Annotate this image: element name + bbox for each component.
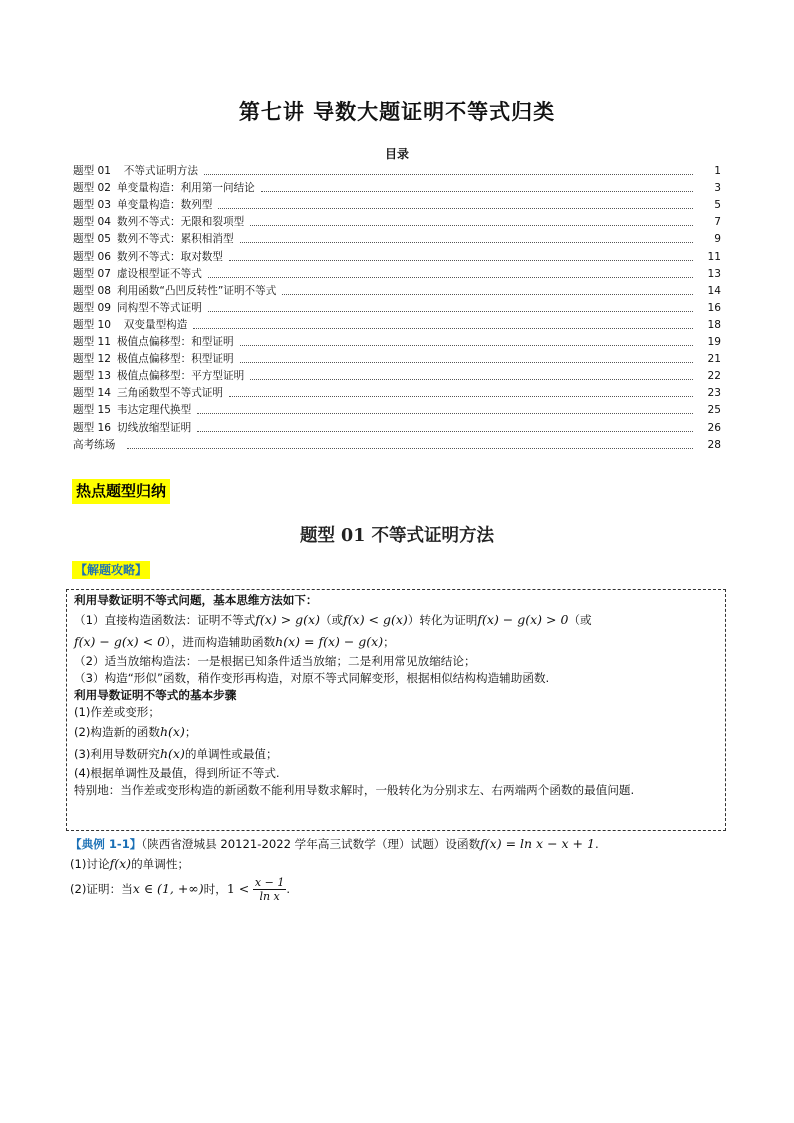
toc-entry-page: 19 (707, 336, 721, 349)
toc-entry-title: 三角函数型不等式证明 (117, 387, 223, 400)
toc-entry-number: 题型 05 (73, 233, 112, 246)
toc-dot-leader (229, 259, 693, 261)
toc-entry-page: 22 (707, 370, 721, 383)
toc-entry[interactable] (73, 195, 721, 212)
toc-entry-title: 极值点偏移型：积型证明 (117, 353, 234, 366)
toc-entry-page: 28 (707, 438, 721, 451)
box-line-1: （1）直接构造函数法：证明不等式f(x) > g(x)（或f(x) < g(x)）转化为证明f(x) − g(x) > 0（或 (74, 612, 592, 627)
box-line-4: （3）构造“形似”函数，稍作变形再构造，对原不等式同解变形，根据相似结构构造辅助函数. (74, 671, 550, 685)
toc-entry-page: 5 (714, 199, 721, 212)
toc-entry-number: 题型 13 (73, 370, 112, 383)
toc-entry-page: 21 (707, 353, 721, 366)
special-note: 特别地：当作差或变形构造的新函数不能利用导数求解时，一般转化为分别求左、右两端两个函数的最值问题. (74, 783, 635, 797)
toc-entry-page: 23 (707, 387, 721, 400)
toc-heading: 目录 (384, 147, 409, 161)
toc-dot-leader (193, 327, 693, 329)
toc-entry-page: 1 (714, 165, 721, 178)
toc-entry-title: 数列不等式：累积相消型 (117, 233, 234, 246)
example-stem: 【典例 1-1】（陕西省澄城县 20121-2022 学年高三试数学（理）试题）设函数f(x) = ln x − x + 1. (70, 836, 599, 851)
toc-entry-title: 数列不等式：取对数型 (117, 250, 223, 263)
toc-entry-title: 同构型不等式证明 (117, 301, 202, 314)
toc-dot-leader (282, 293, 693, 295)
toc-entry-title: 单变量构造：数列型 (117, 199, 213, 212)
section-title: 题型 01 不等式证明方法 (299, 526, 495, 546)
toc-dot-leader (240, 361, 693, 363)
toc-entry-number: 题型 16 (73, 421, 112, 434)
toc-entry-title: 双变量型构造 (117, 318, 188, 331)
toc-entry-number: 题型 03 (73, 199, 112, 212)
step-3: (3)利用导数研究h(x)的单调性或最值； (74, 746, 278, 761)
toc-entry-title: 不等式证明方法 (117, 165, 198, 178)
example-1-1 (70, 834, 730, 904)
strategy-label: 【解题攻略】 (72, 561, 150, 579)
toc-entry-number: 题型 06 (73, 250, 112, 263)
toc-entry[interactable] (73, 246, 721, 263)
toc-entry-title: 单变量构造：利用第一问结论 (117, 182, 255, 195)
toc-entry-page: 3 (714, 182, 721, 195)
toc-entry-page: 26 (707, 421, 721, 434)
toc-entry[interactable] (73, 161, 721, 178)
toc-entry-page: 14 (707, 284, 721, 297)
toc-entry-number: 题型 14 (73, 387, 112, 400)
step-4: (4)根据单调性及最值，得到所证不等式. (74, 766, 280, 780)
toc-entry[interactable] (73, 212, 721, 229)
toc-entry[interactable] (73, 332, 721, 349)
toc-entry-number: 题型 08 (73, 284, 112, 297)
toc-entry-number: 题型 15 (73, 404, 112, 417)
toc-entry-page: 13 (707, 267, 721, 280)
toc-dot-leader (250, 224, 693, 226)
step-1: (1)作差或变形； (74, 705, 160, 719)
section-badge: 热点题型归纳 (72, 479, 170, 504)
toc-entry-number: 题型 04 (73, 216, 112, 229)
toc-entry-number: 高考练场 (73, 438, 116, 451)
toc-dot-leader (127, 447, 693, 449)
example-question-2: (2)证明：当x ∈ (1, +∞)时，1 < $\frac{x - 1}{\text{ln x}}$ . (70, 876, 291, 903)
toc-dot-leader (197, 430, 693, 432)
toc-entry-number: 题型 01 (73, 165, 112, 178)
toc-entry[interactable] (73, 417, 721, 434)
toc-entry-page: 11 (707, 250, 721, 263)
toc-dot-leader (250, 378, 693, 380)
toc-entry-title: 韦达定理代换型 (117, 404, 192, 417)
toc-entry[interactable] (73, 400, 721, 417)
box-line-3: （2）适当放缩构造法：一是根据已知条件适当放缩；二是利用常见放缩结论； (74, 654, 476, 668)
toc-dot-leader (204, 173, 693, 175)
toc-entry[interactable] (73, 264, 721, 281)
toc-entry-page: 18 (707, 318, 721, 331)
fraction: $\frac{x - 1}{\text{ln x}}$ (254, 876, 285, 903)
toc-entry[interactable] (73, 349, 721, 366)
strategy-box (66, 589, 726, 831)
toc-dot-leader (208, 276, 693, 278)
toc-entry-number: 题型 10 (73, 318, 112, 331)
box-line-2: f(x) − g(x) < 0），进而构造辅助函数h(x) = f(x) − g(x)； (74, 634, 395, 649)
toc-entry-title: 数列不等式：无限和裂项型 (117, 216, 245, 229)
box-intro: 利用导数证明不等式问题，基本思维方法如下： (74, 593, 318, 607)
toc-entry[interactable] (73, 383, 721, 400)
toc-entry-number: 题型 02 (73, 182, 112, 195)
toc-dot-leader (229, 395, 693, 397)
toc-entry-title: 虚设根型证不等式 (117, 267, 202, 280)
example-question-1: (1)讨论f(x)的单调性； (70, 856, 190, 871)
page-title: 第七讲 导数大题证明不等式归类 (238, 100, 556, 124)
toc-entry[interactable] (73, 366, 721, 383)
toc-entry[interactable] (73, 298, 721, 315)
steps-title: 利用导数证明不等式的基本步骤 (74, 688, 237, 702)
toc-entry-page: 9 (714, 233, 721, 246)
toc-entry-title: 利用函数“凸凹反转性”证明不等式 (117, 284, 277, 297)
toc-dot-leader (240, 344, 693, 346)
step-2: (2)构造新的函数h(x)； (74, 724, 197, 739)
toc-entry-number: 题型 09 (73, 301, 112, 314)
toc-dot-leader (208, 310, 693, 312)
toc-dot-leader (240, 241, 693, 243)
toc-dot-leader (197, 412, 693, 414)
toc-entry[interactable] (73, 315, 721, 332)
toc-entry[interactable] (73, 229, 721, 246)
toc-entry-page: 16 (707, 301, 721, 314)
toc-entry-title: 极值点偏移型：平方型证明 (117, 370, 245, 383)
toc-entry[interactable] (73, 178, 721, 195)
toc-entry[interactable] (73, 435, 721, 452)
toc-entry-title: 切线放缩型证明 (117, 421, 192, 434)
toc-entry-page: 7 (714, 216, 721, 229)
toc-entry-title: 极值点偏移型：和型证明 (117, 336, 234, 349)
toc-entry-number: 题型 11 (73, 336, 112, 349)
toc-entry-number: 题型 07 (73, 267, 112, 280)
toc-entry-number: 题型 12 (73, 353, 112, 366)
toc-entry-page: 25 (707, 404, 721, 417)
table-of-contents (73, 161, 721, 452)
toc-dot-leader (218, 207, 693, 209)
toc-dot-leader (261, 190, 693, 192)
toc-entry[interactable] (73, 281, 721, 298)
